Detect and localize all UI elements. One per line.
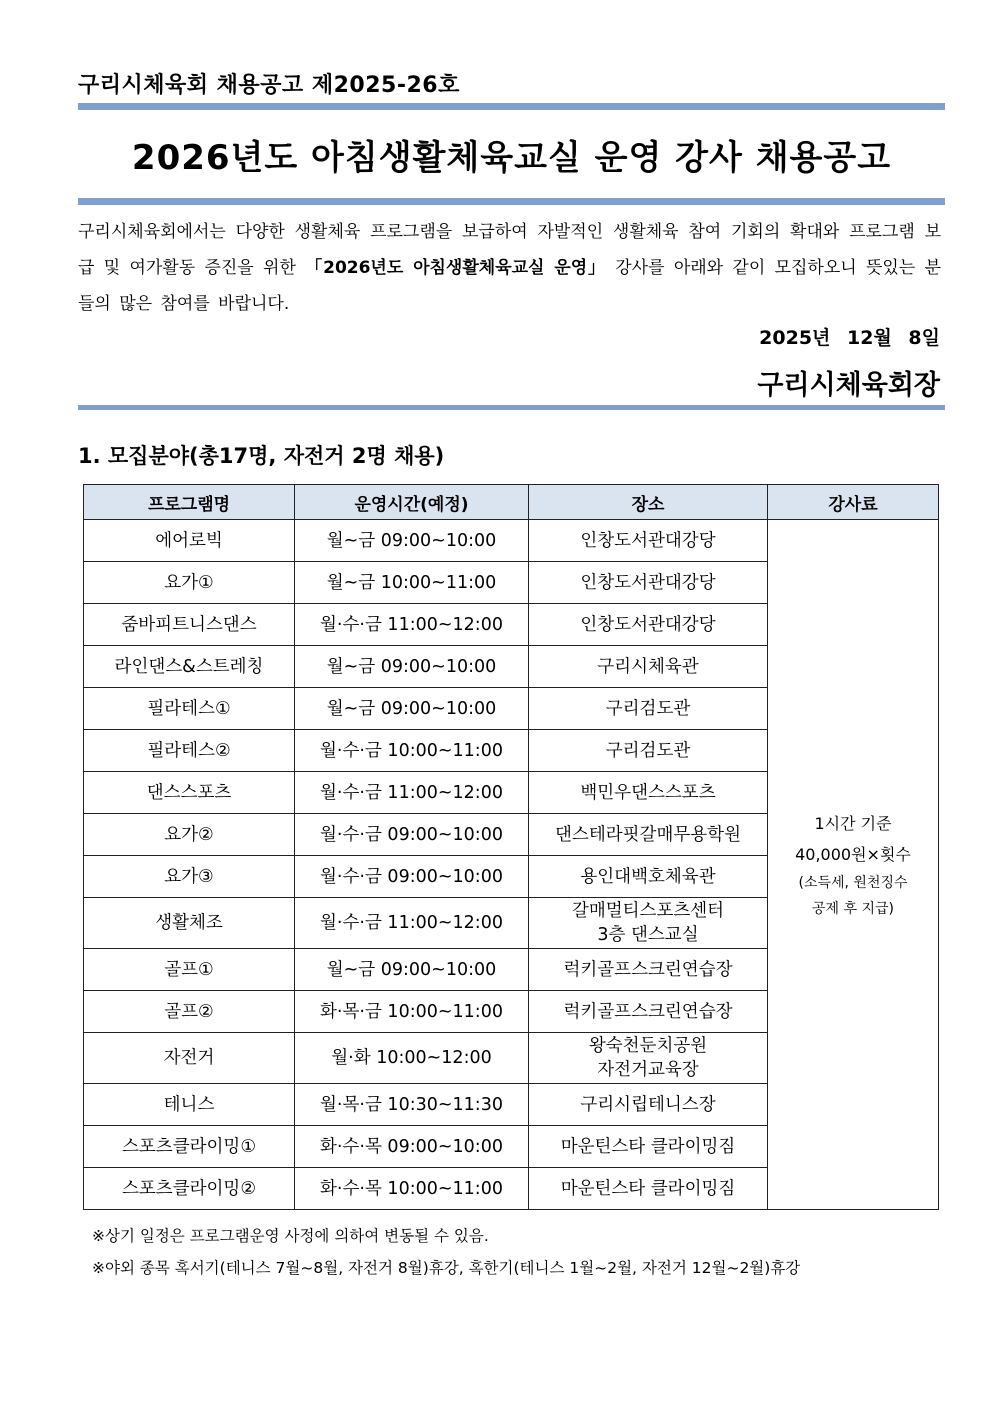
place-cell <box>529 949 768 991</box>
time-cell: 월·수·금 09:00~10:00 <box>295 814 529 856</box>
time-cell: 화·목·금 10:00~11:00 <box>295 991 529 1033</box>
page-title: 2026년도 아침생활체육교실 운영 강사 채용공고 <box>131 138 892 178</box>
program-name-cell: 요가① <box>84 562 295 604</box>
note-schedule-change: ※상기 일정은 프로그램운영 사정에 의하여 변동될 수 있음. <box>92 1227 489 1245</box>
program-name-cell: 골프② <box>84 991 295 1033</box>
time-cell: 월·수·금 11:00~12:00 <box>295 772 529 814</box>
time-cell: 화·수·목 09:00~10:00 <box>295 1126 529 1168</box>
signature: 구리시체육회장 <box>757 370 940 401</box>
time-cell: 월~금 10:00~11:00 <box>295 562 529 604</box>
place-line: 갈매멀티스포츠센터 <box>571 901 725 921</box>
place-line: 인창도서관대강당 <box>580 572 716 593</box>
note-seasonal-break: ※야외 종목 혹서기(테니스 7월~8월, 자전거 8월)휴강, 혹한기(테니스 1월~2월, 자전거 12월~2월)휴강 <box>92 1259 801 1277</box>
program-name-cell: 골프① <box>84 949 295 991</box>
intro-paragraph <box>78 214 941 322</box>
place-cell <box>529 730 768 772</box>
program-name-cell: 요가③ <box>84 856 295 898</box>
place-line: 구리시체육관 <box>597 656 699 677</box>
time-cell: 화·수·목 10:00~11:00 <box>295 1168 529 1210</box>
table-body <box>84 520 939 1210</box>
place-cell <box>529 991 768 1033</box>
place-cell <box>529 562 768 604</box>
place-cell <box>529 1033 768 1084</box>
fee-line3: (소득세, 원천징수 <box>798 874 908 891</box>
time-cell: 월·수·금 11:00~12:00 <box>295 604 529 646</box>
place-line-2: 3층 댄스교실 <box>597 925 699 945</box>
table-row <box>84 520 939 562</box>
program-name-cell: 라인댄스&스트레칭 <box>84 646 295 688</box>
time-cell: 월·목·금 10:30~11:30 <box>295 1084 529 1126</box>
program-name-cell: 필라테스① <box>84 688 295 730</box>
section-heading-recruitment: 1. 모집분야(총17명, 자전거 2명 채용) <box>78 444 445 468</box>
table-header-row <box>84 485 939 520</box>
col-header-fee: 강사료 <box>768 485 939 520</box>
intro-text-end: 강사를 아래와 같이 모집하오니 뜻있는 분들의 많은 참여를 바랍니다. <box>78 258 941 314</box>
time-cell: 월~금 09:00~10:00 <box>295 949 529 991</box>
place-line: 왕숙천둔치공원 <box>588 1036 708 1056</box>
header-divider <box>78 103 945 110</box>
program-name-cell: 테니스 <box>84 1084 295 1126</box>
notice-number: 구리시체육회 채용공고 제2025-26호 <box>78 73 460 98</box>
place-cell <box>529 772 768 814</box>
time-cell: 월~금 09:00~10:00 <box>295 688 529 730</box>
place-line: 인창도서관대강당 <box>580 614 716 635</box>
program-name-cell: 생활체조 <box>84 898 295 949</box>
place-line: 구리검도관 <box>605 698 691 719</box>
place-cell <box>529 1168 768 1210</box>
program-name-cell: 줌바피트니스댄스 <box>84 604 295 646</box>
time-cell: 월·화 10:00~12:00 <box>295 1033 529 1084</box>
col-header-time: 운영시간(예정) <box>295 485 529 520</box>
program-name-cell: 자전거 <box>84 1033 295 1084</box>
place-line: 용인대백호체육관 <box>580 866 716 887</box>
place-cell <box>529 688 768 730</box>
place-line: 마운틴스타 클라이밍짐 <box>560 1136 736 1157</box>
program-name-cell: 에어로빅 <box>84 520 295 562</box>
signature-divider <box>78 405 945 410</box>
program-name-cell: 필라테스② <box>84 730 295 772</box>
program-name-cell: 댄스스포츠 <box>84 772 295 814</box>
place-cell <box>529 898 768 949</box>
place-line-2: 자전거교육장 <box>597 1060 699 1080</box>
time-cell: 월·수·금 09:00~10:00 <box>295 856 529 898</box>
fee-line4: 공제 후 지급) <box>812 900 894 917</box>
place-line: 럭키골프스크린연습장 <box>563 959 733 980</box>
place-cell <box>529 520 768 562</box>
fee-line1: 1시간 기준 <box>814 813 892 833</box>
place-cell <box>529 814 768 856</box>
time-cell: 월·수·금 10:00~11:00 <box>295 730 529 772</box>
place-line: 마운틴스타 클라이밍짐 <box>560 1178 736 1199</box>
time-cell: 월~금 09:00~10:00 <box>295 520 529 562</box>
place-line: 백민우댄스스포츠 <box>580 782 716 803</box>
place-line: 댄스테라핏갈매무용학원 <box>555 824 741 845</box>
place-cell <box>529 604 768 646</box>
title-divider <box>78 198 945 205</box>
col-header-program: 프로그램명 <box>84 485 295 520</box>
fee-cell <box>768 520 939 1210</box>
place-line: 인창도서관대강당 <box>580 530 716 551</box>
place-line: 구리검도관 <box>605 740 691 761</box>
program-name-cell: 요가② <box>84 814 295 856</box>
time-cell: 월~금 09:00~10:00 <box>295 646 529 688</box>
time-cell: 월·수·금 11:00~12:00 <box>295 898 529 949</box>
place-line: 구리시립테니스장 <box>580 1094 716 1115</box>
program-name-cell: 스포츠클라이밍② <box>84 1168 295 1210</box>
place-cell <box>529 856 768 898</box>
fee-line2: 40,000원×횟수 <box>795 844 911 864</box>
recruitment-table <box>83 484 939 1210</box>
program-name-cell: 스포츠클라이밍① <box>84 1126 295 1168</box>
col-header-place: 장소 <box>529 485 768 520</box>
intro-text: 구리시체육회에서는 다양한 생활체육 프로그램을 보급하여 자발적인 생활체육 참여 기회의 확대와 프로그램 보급 및 여가활동 증진을 위한 <box>78 222 941 278</box>
place-cell <box>529 1126 768 1168</box>
place-cell <box>529 646 768 688</box>
place-line: 럭키골프스크린연습장 <box>563 1001 733 1022</box>
intro-emphasis: 「2026년도 아침생활체육교실 운영」 <box>305 258 606 278</box>
place-cell <box>529 1084 768 1126</box>
notice-date: 2025년 12월 8일 <box>759 327 940 349</box>
